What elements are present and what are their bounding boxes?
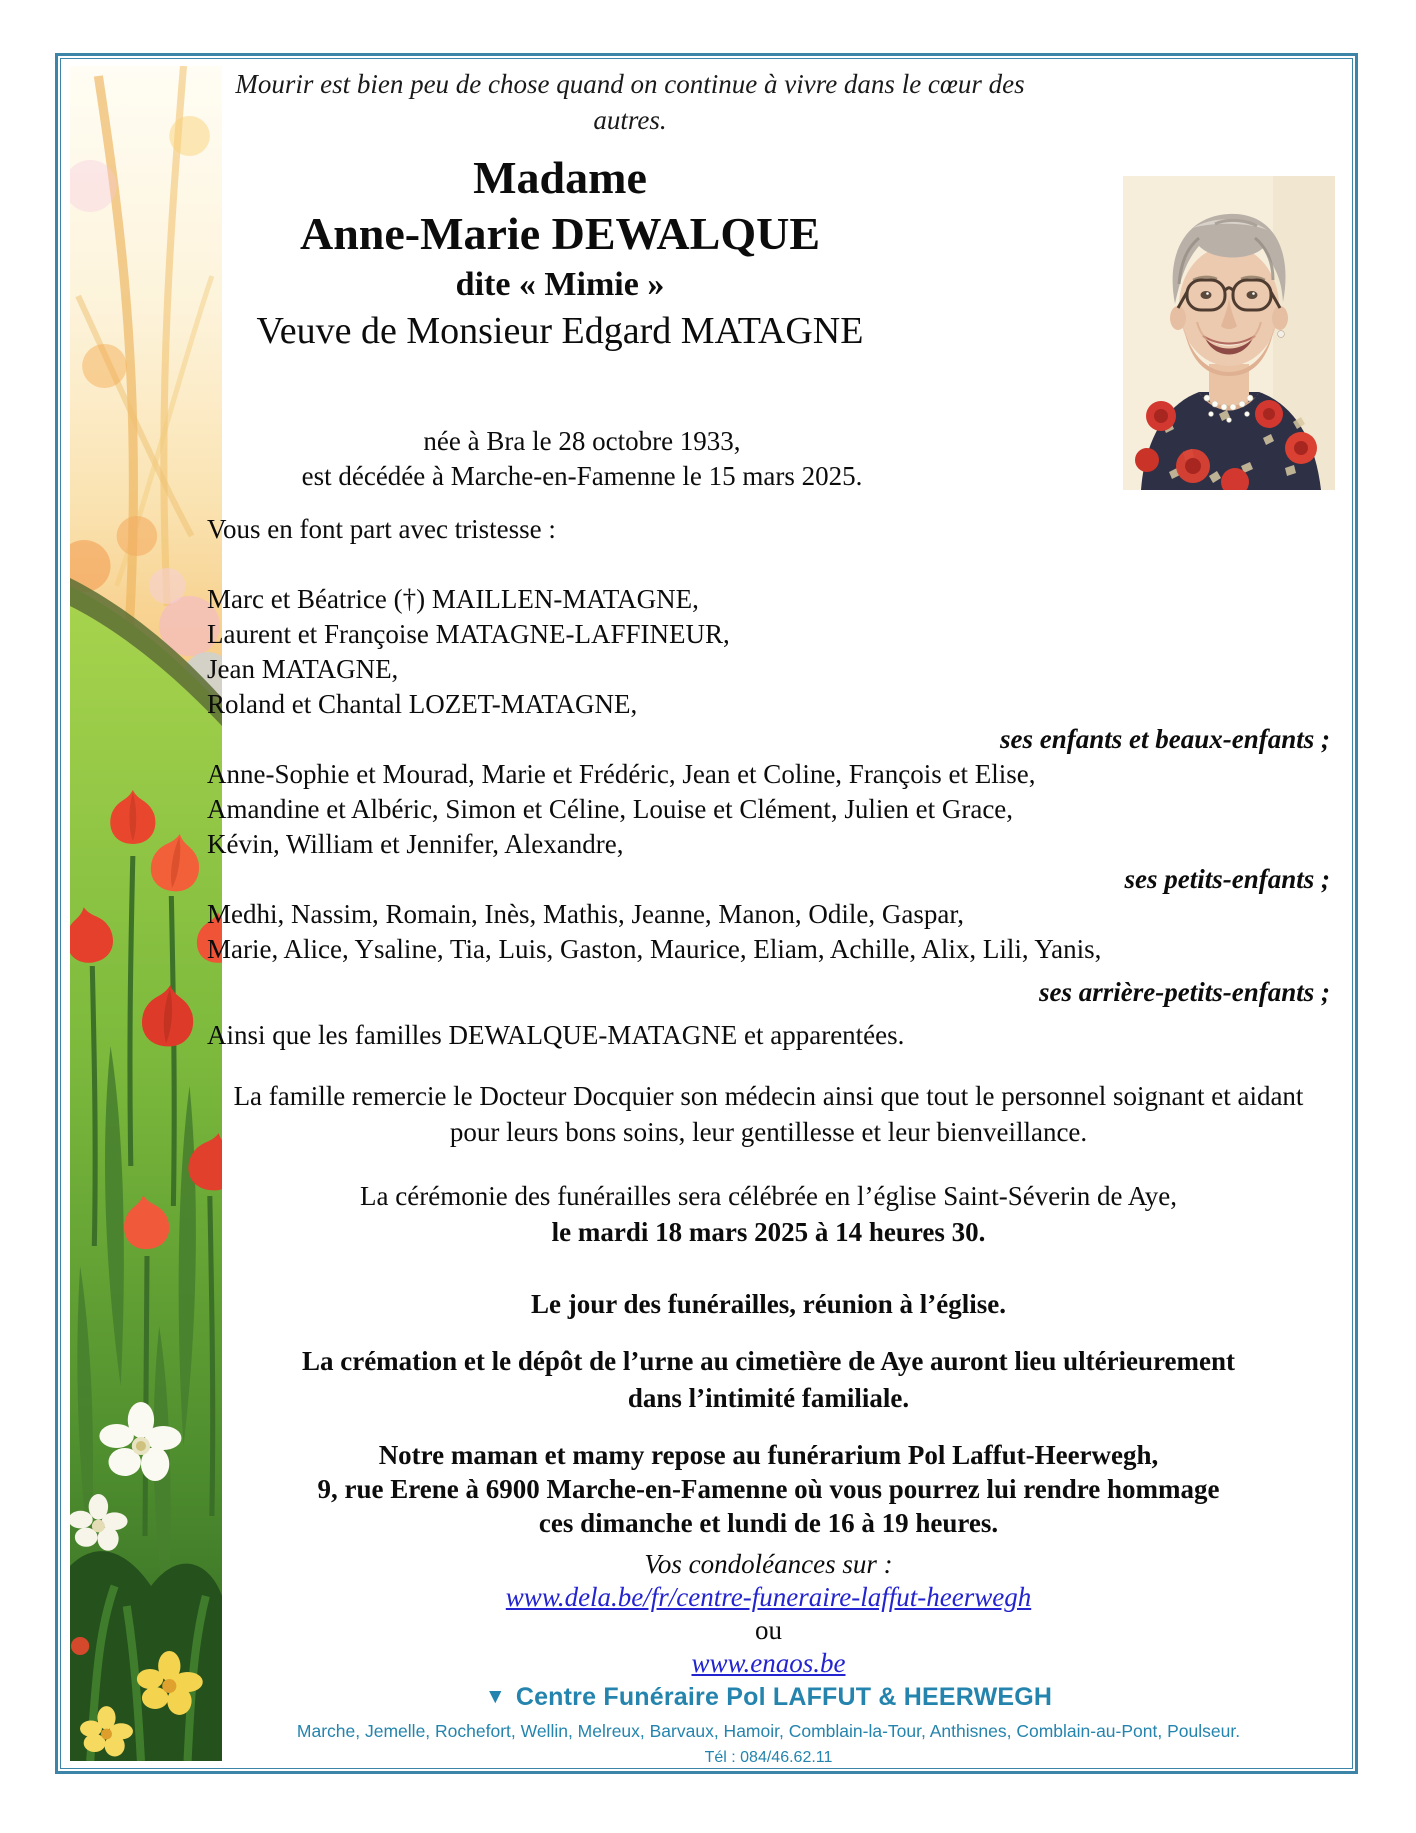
- funeral-home-brand: [207, 1682, 1330, 1714]
- thanks-line: pour leurs bons soins, leur gentillesse et leur bienveillance.: [449, 1117, 1088, 1147]
- repose-paragraph: [207, 1438, 1330, 1540]
- deceased-portrait-photo: [1123, 176, 1335, 490]
- condolences-label: Vos condoléances sur :: [644, 1549, 893, 1579]
- deceased-name: Anne-Marie DEWALQUE: [299, 208, 821, 259]
- great-grandchild-line: Marie, Alice, Ysaline, Tia, Luis, Gaston, Maurice, Eliam, Achille, Alix, Lili, Yanis,: [207, 934, 1102, 964]
- grandchild-line: Anne-Sophie et Mourad, Marie et Frédéric, Jean et Coline, François et Elise,: [207, 759, 1036, 789]
- triangle-down-icon: ▼: [484, 1685, 506, 1708]
- great-grandchildren-label: ses arrière-petits-enfants ;: [1039, 977, 1330, 1007]
- grandchild-line: Amandine et Albéric, Simon et Céline, Louise et Clément, Julien et Grace,: [207, 794, 1014, 824]
- reunion-line: Le jour des funérailles, réunion à l’église.: [531, 1289, 1006, 1319]
- ceremony-place-line: La cérémonie des funérailles sera célébrée en l’église Saint-Séverin de Aye,: [360, 1181, 1177, 1211]
- vitals-block: [207, 424, 957, 494]
- birth-line: née à Bra le 28 octobre 1933,: [423, 426, 741, 456]
- cremation-paragraph: [207, 1343, 1330, 1417]
- condolences-block: [207, 1548, 1330, 1680]
- related-families-line: Ainsi que les familles DEWALQUE-MATAGNE et apparentées.: [207, 1020, 905, 1050]
- child-line: Roland et Chantal LOZET-MATAGNE,: [207, 689, 638, 719]
- thanks-line: La famille remercie le Docteur Docquier son médecin ainsi que tout le personnel soignant et aidant: [233, 1081, 1304, 1111]
- cremation-line: dans l’intimité familiale.: [627, 1383, 910, 1413]
- condolences-or: ou: [755, 1615, 782, 1645]
- great-grandchild-line: Medhi, Nassim, Romain, Inès, Mathis, Jeanne, Manon, Odile, Gaspar,: [207, 899, 965, 929]
- condolences-link-dela[interactable]: www.dela.be/fr/centre-funeraire-laffut-heerwegh: [505, 1582, 1032, 1612]
- grandchildren-label: ses petits-enfants ;: [1124, 864, 1330, 894]
- child-line: Jean MATAGNE,: [207, 654, 399, 684]
- children-label: ses enfants et beaux-enfants ;: [1000, 724, 1330, 754]
- family-announcement: [207, 512, 1330, 1053]
- title-salutation: Madame: [473, 152, 647, 203]
- funeral-home-locations: Marche, Jemelle, Rochefort, Wellin, Melreux, Barvaux, Hamoir, Comblain-la-Tour, Anthisnes, Comblain-au-Pont, Poulseur.: [296, 1721, 1241, 1741]
- death-line: est décédée à Marche-en-Famenne le 15 mars 2025.: [301, 461, 863, 491]
- funeral-home-footer: [207, 1682, 1330, 1770]
- opening-quote: Mourir est bien peu de chose quand on continue à vivre dans le cœur des autres.: [235, 69, 1025, 135]
- thanks-paragraph: [207, 1078, 1330, 1150]
- spring-flowers-side-image: [70, 66, 222, 1761]
- condolences-link-enaos[interactable]: www.enaos.be: [691, 1648, 846, 1678]
- child-line: Marc et Béatrice (†) MAILLEN-MATAGNE,: [207, 584, 699, 614]
- spacer: [207, 547, 1330, 582]
- widow-of-line: Veuve de Monsieur Edgard MATAGNE: [256, 310, 864, 352]
- deceased-nickname: dite « Mimie »: [455, 266, 665, 303]
- cremation-line: La crémation et le dépôt de l’urne au cimetière de Aye auront lieu ultérieurement: [301, 1346, 1236, 1376]
- repose-line: 9, rue Erene à 6900 Marche-en-Famenne où vous pourrez lui rendre hommage: [317, 1474, 1220, 1504]
- announcement-intro: Vous en font part avec tristesse :: [207, 514, 556, 544]
- repose-line: Notre maman et mamy repose au funérarium Pol Laffut-Heerwegh,: [378, 1440, 1159, 1470]
- funeral-home-phone: Tél : 084/46.62.11: [704, 1749, 833, 1766]
- ceremony-date-line: le mardi 18 mars 2025 à 14 heures 30.: [551, 1217, 986, 1247]
- grandchild-line: Kévin, William et Jennifer, Alexandre,: [207, 829, 624, 859]
- repose-line: ces dimanche et lundi de 16 à 19 heures.: [538, 1508, 999, 1538]
- title-block: [207, 150, 913, 355]
- child-line: Laurent et Françoise MATAGNE-LAFFINEUR,: [207, 619, 730, 649]
- funeral-home-name: Centre Funéraire Pol LAFFUT & HEERWEGH: [515, 1683, 1053, 1711]
- ceremony-paragraph: [207, 1178, 1330, 1250]
